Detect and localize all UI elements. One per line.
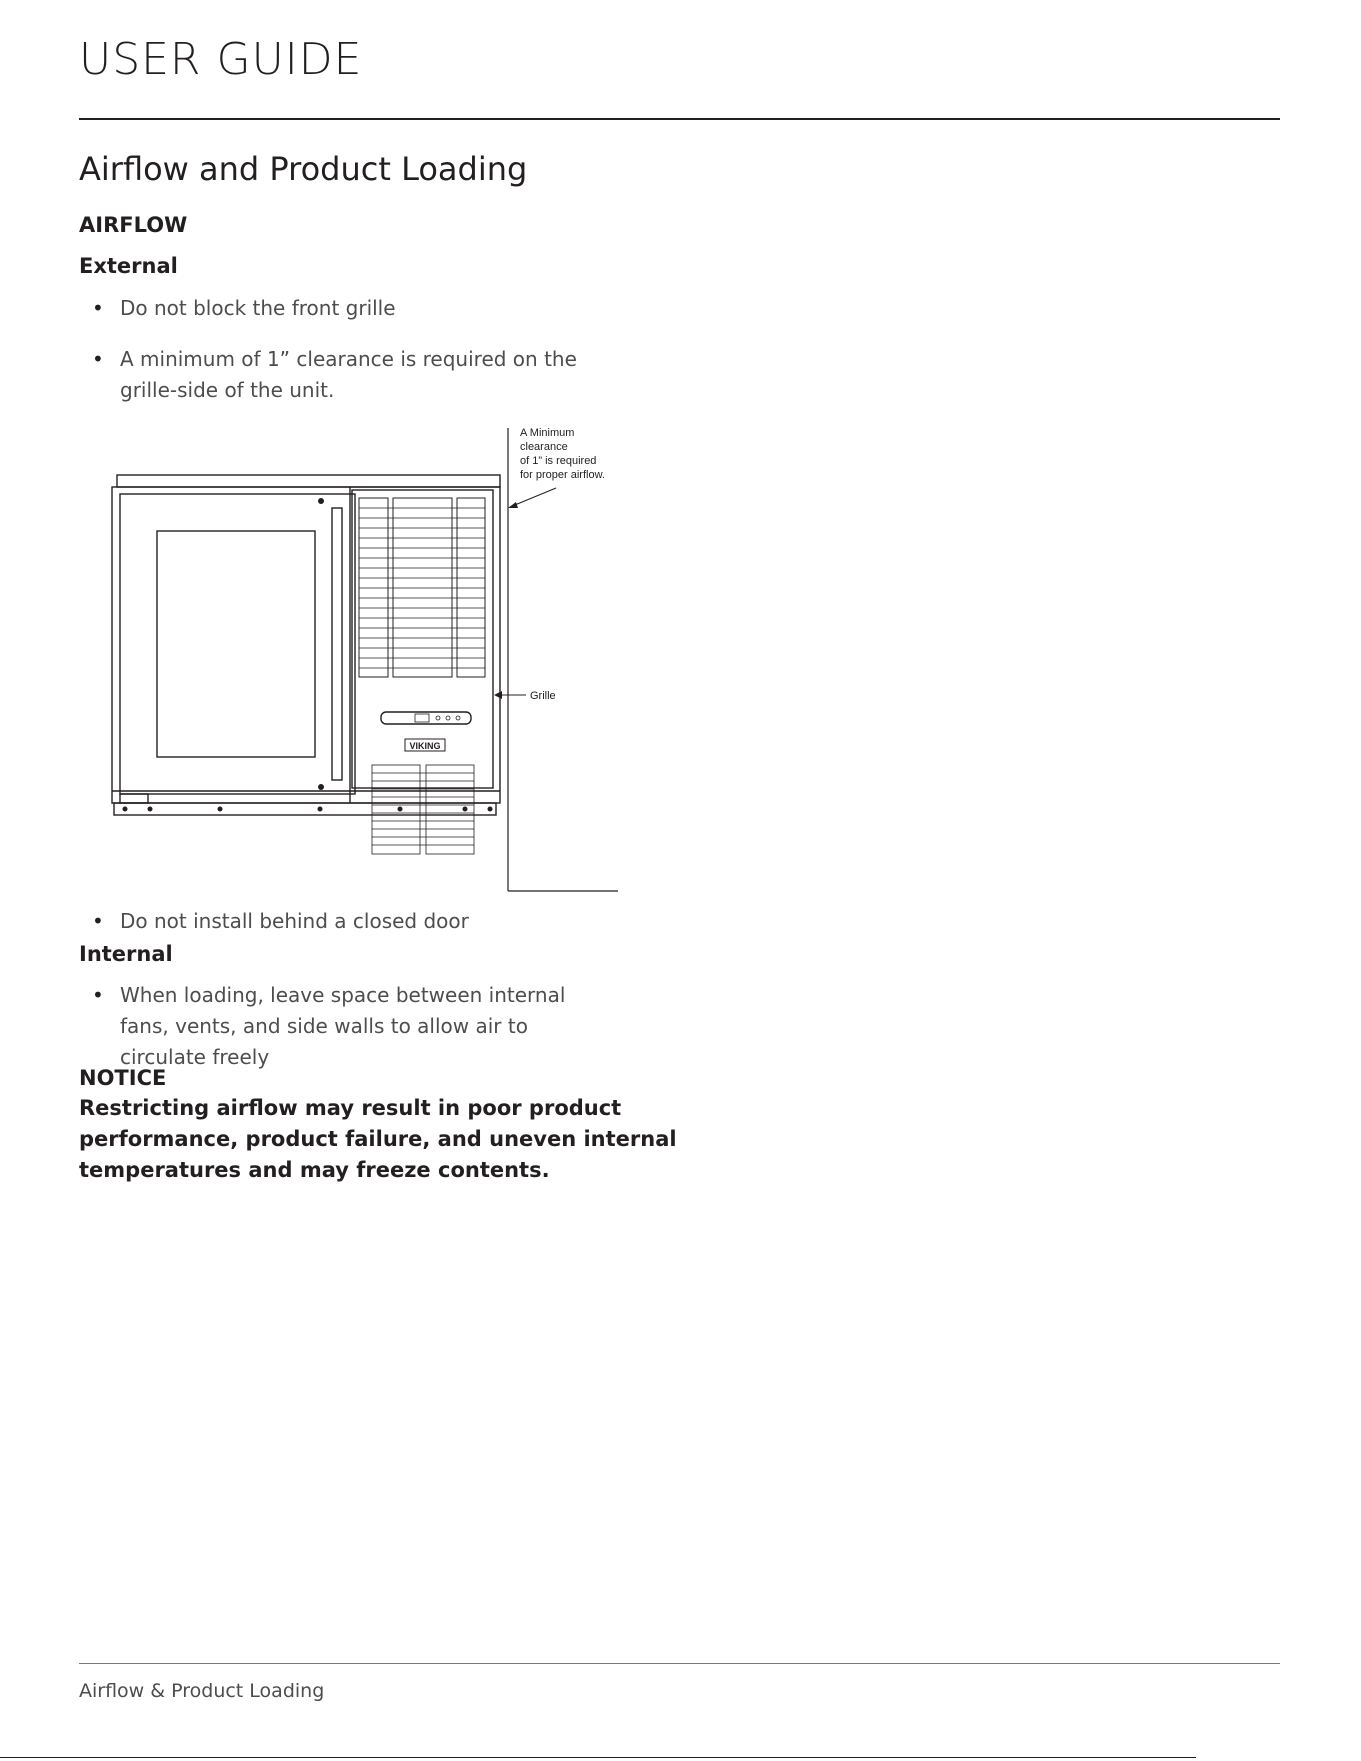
footer-text: Airflow & Product Loading bbox=[79, 1680, 325, 1702]
svg-text:clearance: clearance bbox=[520, 441, 568, 453]
page-bottom-rule bbox=[0, 1757, 1196, 1758]
internal-heading: Internal bbox=[79, 942, 173, 966]
external-bullet-1: • Do not block the front grille bbox=[92, 293, 680, 324]
notice-heading: NOTICE bbox=[79, 1066, 167, 1090]
svg-text:of 1” is required: of 1” is required bbox=[520, 455, 597, 467]
page-header-title: USER GUIDE bbox=[79, 34, 363, 85]
airflow-heading: AIRFLOW bbox=[79, 213, 188, 237]
external-heading: External bbox=[79, 254, 178, 278]
svg-text:for proper airflow.: for proper airflow. bbox=[520, 469, 605, 481]
notice-text: Restricting airflow may result in poor product performance, product failure, and uneven internal temperatures and may freeze contents. bbox=[79, 1096, 677, 1182]
grille-callout: Grille bbox=[530, 690, 556, 702]
clearance-callout bbox=[520, 428, 605, 481]
svg-text:A Minimum: A Minimum bbox=[520, 428, 575, 439]
footer-divider bbox=[79, 1663, 1280, 1664]
internal-bullet-1: • When loading, leave space between internal fans, vents, and side walls to allow air to circulate freely bbox=[92, 980, 620, 1073]
upper-vent-slats bbox=[359, 498, 485, 677]
section-title: Airflow and Product Loading bbox=[79, 150, 528, 188]
unit-front-diagram bbox=[100, 428, 620, 902]
external-bullet-3: • Do not install behind a closed door bbox=[92, 906, 680, 937]
external-bullet-2: • A minimum of 1” clearance is required on the grille-side of the unit. bbox=[92, 344, 620, 406]
header-divider bbox=[79, 118, 1280, 120]
viking-logo: VIKING bbox=[409, 741, 441, 751]
